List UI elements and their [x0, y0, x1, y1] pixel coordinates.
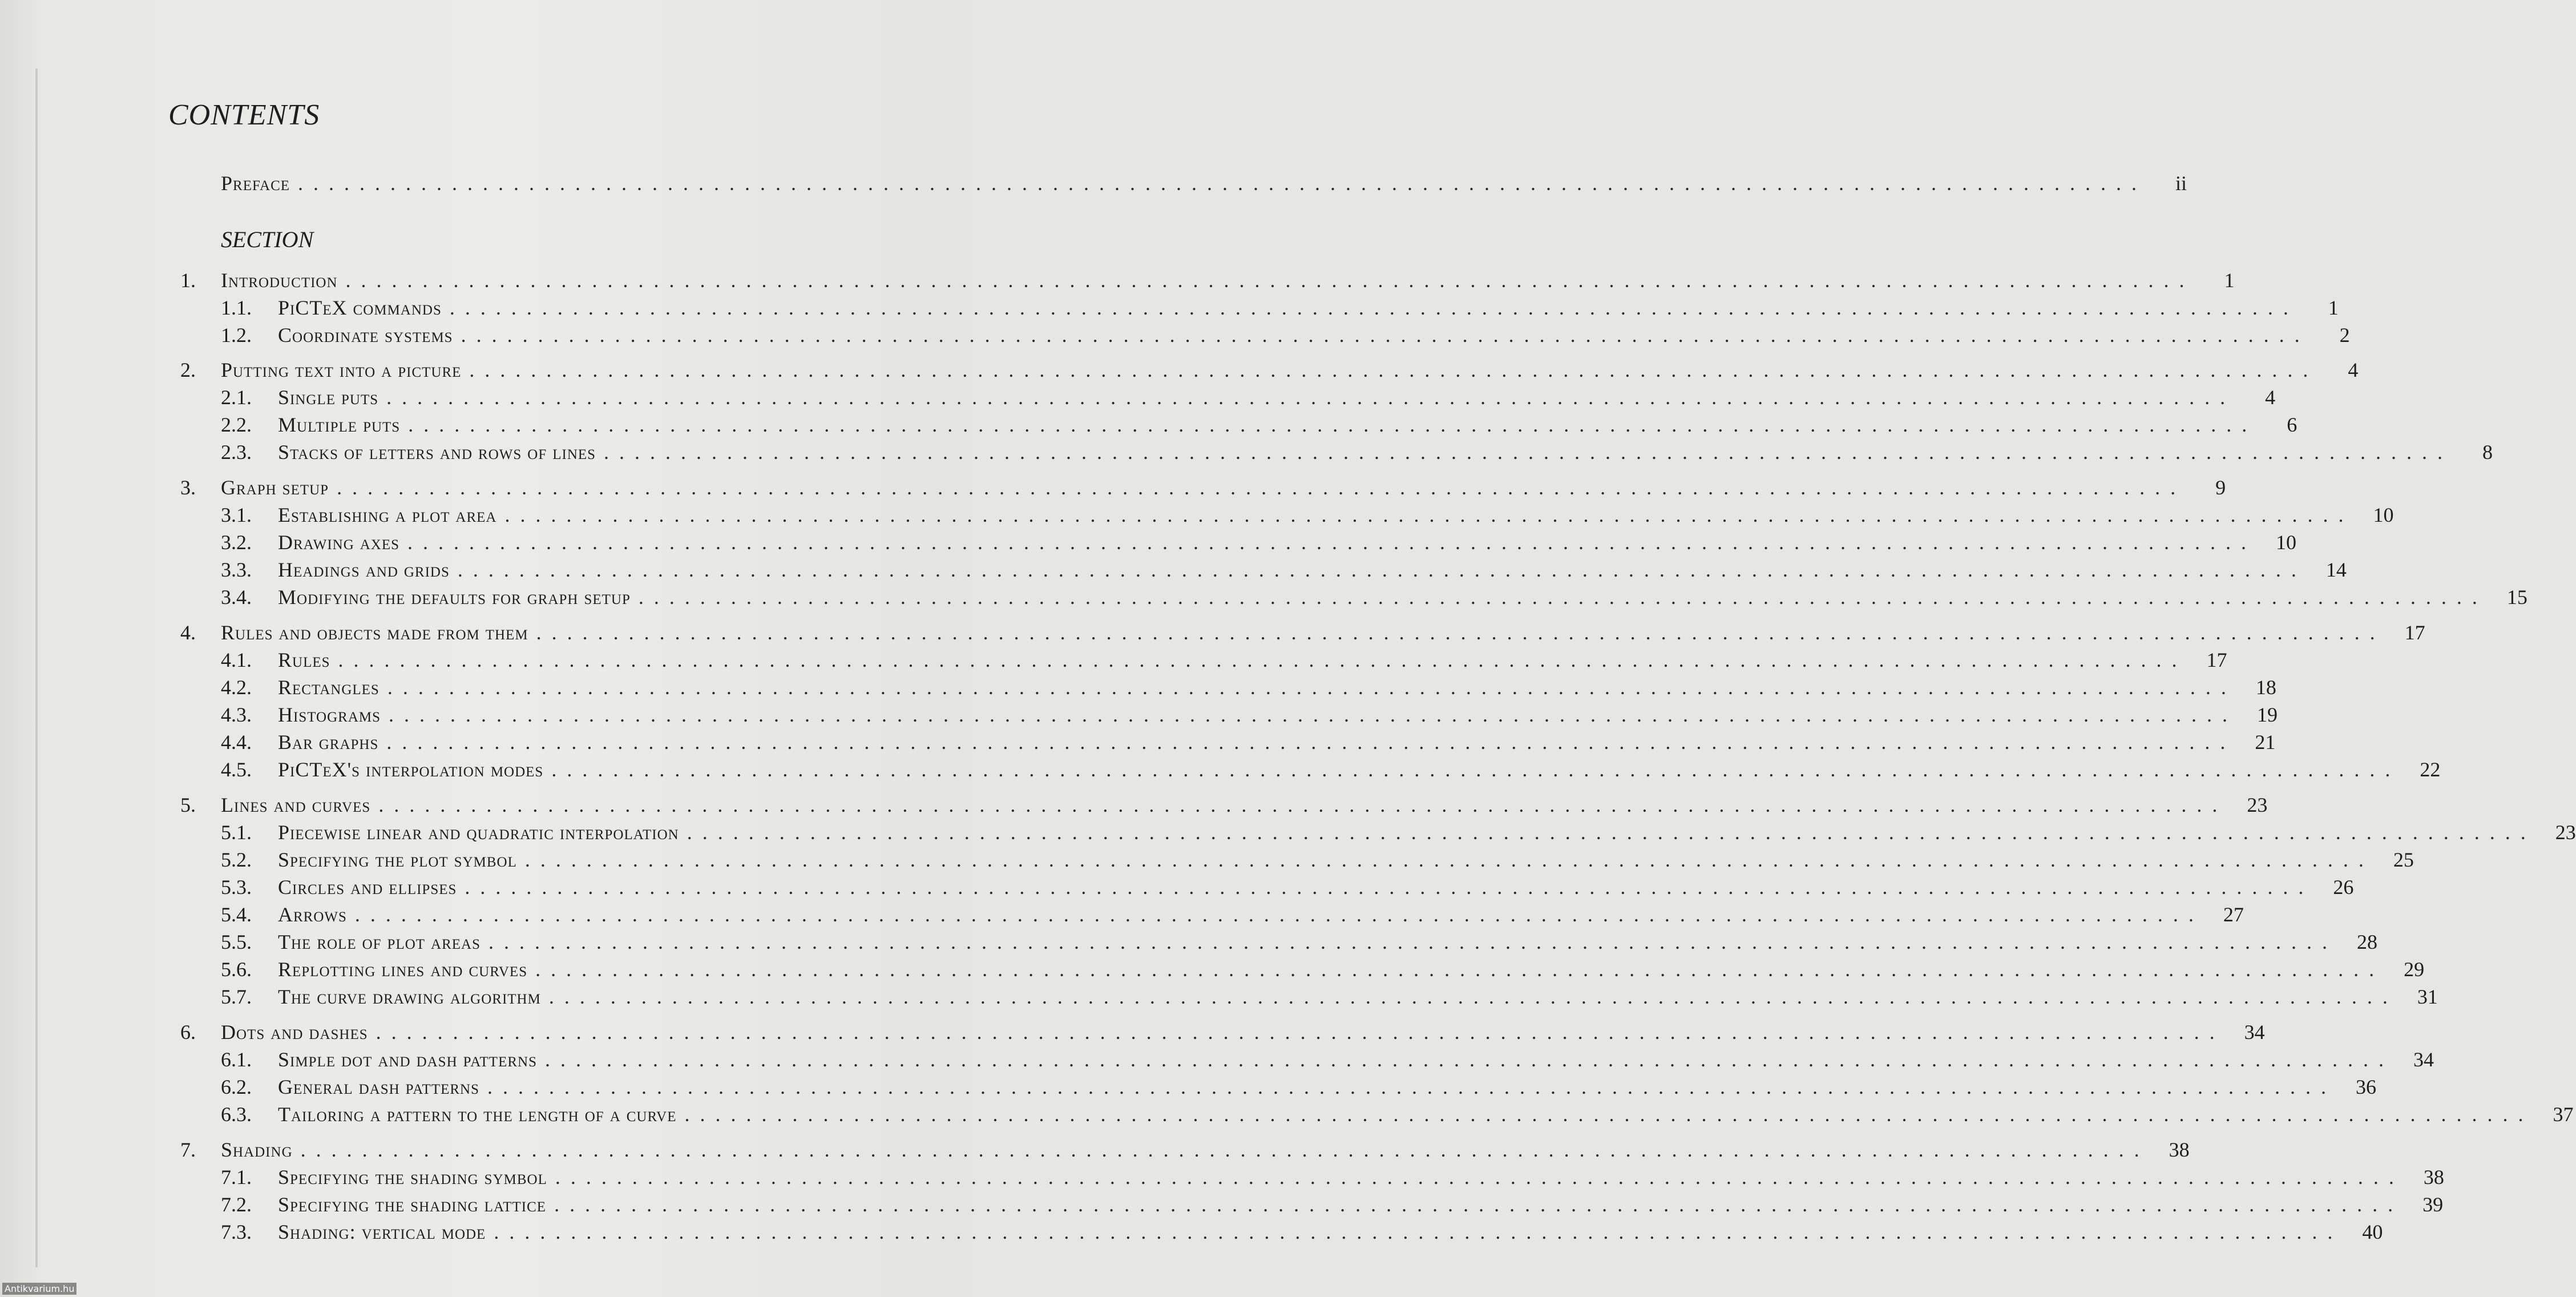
toc-entry-number: 5.1.	[221, 821, 252, 844]
toc-entry	[0, 875, 2354, 903]
dot-leader: ........................................................................................................................	[338, 648, 2187, 671]
toc-entry-number: 6.3.	[221, 1103, 252, 1126]
dot-leader: ........................................................................................................................	[684, 1103, 2534, 1126]
toc-entry-title-line	[278, 1193, 2444, 1217]
dot-leader: ........................................................................................................................	[389, 703, 2238, 726]
toc-entry-page: 26	[2333, 876, 2354, 899]
toc-entry-page: 9	[2215, 476, 2226, 499]
dot-leader: ........................................................................................................................	[488, 931, 2338, 953]
toc-entry	[0, 957, 2425, 985]
toc-entry-title-line	[278, 1075, 2376, 1099]
toc-entry-title-line	[278, 323, 2350, 347]
toc-entry-title-line	[221, 1020, 2265, 1044]
toc-entry-number: 2.2.	[221, 413, 252, 436]
preface-title-line	[221, 171, 2187, 195]
toc-entry-page: 36	[2356, 1076, 2376, 1098]
toc-entry-page: 39	[2422, 1193, 2444, 1216]
toc-entry-number: 6.2.	[221, 1076, 252, 1098]
dot-leader: ........................................................................................................................	[376, 1021, 2225, 1044]
watermark: Antikvarium.hu	[2, 1283, 76, 1295]
toc-entry-page: 25	[2393, 848, 2414, 871]
toc-entry-number: 5.6.	[221, 958, 252, 981]
toc-entry-number: 5.3.	[221, 876, 252, 899]
dot-leader: ........................................................................................................................	[551, 758, 2401, 781]
toc-entry-page: 17	[2206, 648, 2227, 671]
toc-entry-page: 29	[2404, 958, 2425, 981]
preface-row	[0, 171, 2187, 199]
dot-leader: ........................................................................................................................	[524, 848, 2374, 871]
toc-entry-title-line	[278, 385, 2276, 409]
toc-entry-page: 23	[2555, 821, 2576, 844]
dot-leader: ........................................................................................................................	[469, 359, 2319, 381]
toc-entry-title: Lines and curves	[221, 793, 371, 816]
toc-entry-title-line	[278, 648, 2227, 672]
toc-entry-page: 40	[2362, 1221, 2383, 1243]
toc-entry-number: 3.1.	[221, 504, 252, 526]
dot-leader: ........................................................................................................................	[548, 985, 2398, 1008]
toc-entry-title: Modifying the defaults for graph setup	[278, 586, 631, 609]
dot-leader: ........................................................................................................................	[337, 476, 2186, 499]
toc-entry	[0, 413, 2298, 440]
toc-entry-title-line	[278, 703, 2278, 727]
toc-entry-title: Bar graphs	[278, 731, 379, 754]
toc-entry-title-line	[278, 585, 2527, 609]
toc-entry-number: 3.	[180, 476, 196, 499]
toc-entry-title-line	[278, 875, 2354, 899]
dot-leader: ........................................................................................................................	[604, 441, 2453, 464]
dot-leader: ........................................................................................................................	[449, 296, 2299, 319]
toc-entry	[0, 476, 2226, 503]
dot-leader: ........................................................................................................................	[555, 1166, 2404, 1189]
toc-entry-title: Arrows	[278, 903, 347, 926]
toc-entry-page: 10	[2276, 531, 2297, 554]
toc-entry-title: Rules	[278, 648, 330, 671]
toc-entry	[0, 585, 2527, 613]
toc-entry	[0, 358, 2359, 385]
toc-entry-number: 1.2.	[221, 324, 252, 347]
toc-entry-title: Rectangles	[278, 676, 379, 699]
toc-entry-number: 1.1.	[221, 296, 252, 319]
toc-entry-title: The curve drawing algorithm	[278, 985, 541, 1008]
toc-entry-page: 23	[2247, 793, 2268, 816]
toc-entry-number: 7.3.	[221, 1221, 252, 1243]
dot-leader: ........................................................................................................................	[354, 903, 2204, 926]
toc-entry-title: Shading: vertical mode	[278, 1221, 486, 1243]
toc-entry-number: 4.2.	[221, 676, 252, 699]
toc-entry-title: PiCTeX commands	[278, 296, 442, 319]
dot-leader: ........................................................................................................................	[494, 1221, 2343, 1243]
toc-entry-title-line	[278, 820, 2576, 844]
dot-leader: ........................................................................................................................	[407, 531, 2257, 554]
toc-entry	[0, 323, 2350, 351]
toc-entry	[0, 675, 2276, 703]
dot-leader: ........................................................................................................................	[461, 324, 2310, 347]
toc-entry	[0, 848, 2414, 875]
toc-entry-page: 22	[2420, 758, 2441, 781]
toc-entry-number: 3.2.	[221, 531, 252, 554]
dot-leader: ........................................................................................................................	[465, 876, 2314, 899]
toc-entry	[0, 385, 2276, 413]
toc-entry-title: The role of plot areas	[278, 931, 481, 953]
toc-entry-page: 34	[2413, 1048, 2434, 1071]
toc-entry-title-line	[278, 296, 2339, 320]
toc-entry-title: Shading	[221, 1138, 293, 1161]
toc-entry-number: 2.	[180, 359, 196, 381]
toc-entry	[0, 793, 2268, 820]
toc-entry-title: Specifying the shading symbol	[278, 1166, 547, 1189]
toc-entry-number: 7.	[180, 1138, 196, 1161]
toc-entry-title-line	[278, 1165, 2444, 1189]
toc-entry	[0, 1193, 2444, 1220]
dot-leader: ........................................................................................................................	[298, 172, 2147, 195]
toc-entry-number: 4.4.	[221, 731, 252, 754]
toc-entry-page: 28	[2357, 931, 2378, 953]
toc-entry-page: 4	[2265, 386, 2276, 409]
toc-entry-title: Specifying the plot symbol	[278, 848, 517, 871]
dot-leader: ........................................................................................................................	[457, 558, 2307, 581]
toc-entry	[0, 820, 2576, 848]
toc-entry-number: 4.3.	[221, 703, 252, 726]
section-heading: SECTION	[221, 227, 314, 252]
toc-entry-number: 5.4.	[221, 903, 252, 926]
dot-leader: ........................................................................................................................	[687, 821, 2536, 844]
toc-entry-title: Graph setup	[221, 476, 329, 499]
toc-entry-title: Coordinate systems	[278, 324, 453, 347]
dot-leader: ........................................................................................................................	[345, 269, 2195, 292]
dot-leader: ........................................................................................................................	[386, 731, 2236, 754]
toc-entry-title-line	[278, 1102, 2574, 1126]
toc-entry-title-line	[278, 675, 2276, 699]
toc-entry-number: 7.1.	[221, 1166, 252, 1189]
toc-entry-page: 2	[2339, 324, 2350, 347]
toc-entry-title-line	[278, 530, 2297, 554]
toc-entry-page: 27	[2223, 903, 2244, 926]
toc-entry-title: Rules and objects made from them	[221, 621, 528, 644]
toc-entry-title: Single puts	[278, 386, 379, 409]
toc-entry-number: 7.2.	[221, 1193, 252, 1216]
toc-entry-number: 5.2.	[221, 848, 252, 871]
toc-entry-number: 1.	[180, 269, 196, 292]
toc-entry-number: 3.4.	[221, 586, 252, 609]
toc-entry-title-line	[278, 730, 2276, 754]
toc-entry	[0, 1048, 2434, 1075]
dot-leader: ........................................................................................................................	[638, 586, 2488, 609]
toc-entry	[0, 1165, 2444, 1193]
dot-leader: ........................................................................................................................	[300, 1138, 2150, 1161]
toc-entry-page: 14	[2325, 558, 2347, 581]
toc-entry-number: 6.	[180, 1021, 196, 1044]
toc-entry-title-line	[278, 985, 2438, 1009]
dot-leader: ........................................................................................................................	[504, 504, 2354, 526]
toc-entry	[0, 530, 2297, 558]
toc-entry-number: 3.3.	[221, 558, 252, 581]
dot-leader: ........................................................................................................................	[536, 621, 2385, 644]
toc-entry-page: 31	[2417, 985, 2438, 1008]
toc-entry-title: Specifying the shading lattice	[278, 1193, 547, 1216]
toc-entry	[0, 1102, 2574, 1130]
toc-entry-number: 5.5.	[221, 931, 252, 953]
toc-entry-title-line	[278, 758, 2441, 782]
preface-title: Preface	[221, 172, 290, 195]
toc-entry	[0, 758, 2441, 785]
toc-entry-page: 4	[2348, 359, 2359, 381]
dot-leader: ........................................................................................................................	[378, 793, 2228, 816]
toc-entry-number: 6.1.	[221, 1048, 252, 1071]
dot-leader: ........................................................................................................................	[387, 676, 2236, 699]
dot-leader: ........................................................................................................................	[487, 1076, 2336, 1098]
toc-entry-number: 4.1.	[221, 648, 252, 671]
toc-entry-title-line	[221, 621, 2425, 645]
toc-entry-title: Drawing axes	[278, 531, 400, 554]
toc-entry-title-line	[221, 793, 2268, 817]
toc-entry-title-line	[278, 930, 2378, 954]
toc-entry-title-line	[278, 1220, 2383, 1244]
toc-entry-title: Histograms	[278, 703, 381, 726]
toc-entry-title: Establishing a plot area	[278, 504, 497, 526]
toc-entry-page: 17	[2404, 621, 2425, 644]
toc-entry-page: 38	[2169, 1138, 2190, 1161]
dot-leader: ........................................................................................................................	[535, 958, 2385, 981]
toc-entry	[0, 903, 2244, 930]
toc-entry-title-line	[278, 1048, 2434, 1072]
toc-entry-page: 19	[2257, 703, 2278, 726]
toc-entry	[0, 440, 2493, 468]
toc-entry-title-line	[278, 957, 2425, 981]
dot-leader: ........................................................................................................................	[408, 413, 2258, 436]
toc-entry-title: Dots and dashes	[221, 1021, 368, 1044]
toc-entry-title-line	[221, 476, 2226, 500]
toc-entry	[0, 1075, 2376, 1102]
toc-entry-title-line	[278, 848, 2414, 872]
toc-entry-title: Headings and grids	[278, 558, 450, 581]
toc-entry-page: 37	[2553, 1103, 2574, 1126]
toc-entry-number: 5.7.	[221, 985, 252, 1008]
toc-entry-page: 10	[2373, 504, 2394, 526]
toc-entry-number: 5.	[180, 793, 196, 816]
toc-entry-title-line	[221, 1138, 2190, 1162]
toc-entry-title: Putting text into a picture	[221, 359, 462, 381]
toc-entry	[0, 1138, 2190, 1165]
toc-entry-page: 38	[2423, 1166, 2444, 1189]
toc-entry-title: PiCTeX's interpolation modes	[278, 758, 544, 781]
toc-entry	[0, 1220, 2383, 1247]
toc-entry-page: 34	[2244, 1021, 2265, 1044]
toc-entry	[0, 648, 2227, 675]
toc-entry-page: 1	[2224, 269, 2235, 292]
toc-entry-title-line	[221, 268, 2235, 292]
toc-entry-page: 6	[2287, 413, 2298, 436]
toc-entry-title: Piecewise linear and quadratic interpolation	[278, 821, 679, 844]
toc-entry-title: Tailoring a pattern to the length of a curve	[278, 1103, 677, 1126]
toc-entry	[0, 730, 2276, 758]
toc-entry-page: 18	[2255, 676, 2276, 699]
toc-entry-title: Simple dot and dash patterns	[278, 1048, 537, 1071]
toc-entry-title: Replotting lines and curves	[278, 958, 528, 981]
toc-entry-title-line	[278, 413, 2298, 437]
toc-entry-number: 2.1.	[221, 386, 252, 409]
toc-entry-title: General dash patterns	[278, 1076, 479, 1098]
toc-entry-number: 4.	[180, 621, 196, 644]
dot-leader: ........................................................................................................................	[386, 386, 2236, 409]
toc-entry-number: 2.3.	[221, 441, 252, 464]
toc-entry	[0, 703, 2278, 730]
toc-entry	[0, 930, 2378, 957]
toc-entry-title: Introduction	[221, 269, 338, 292]
toc-entry-title: Multiple puts	[278, 413, 401, 436]
toc-entry-page: 8	[2482, 441, 2493, 464]
toc-entry	[0, 558, 2347, 585]
toc-entry	[0, 296, 2339, 323]
toc-entry-title-line	[221, 358, 2359, 382]
toc-entry-title-line	[278, 440, 2493, 464]
toc-entry-title-line	[278, 503, 2394, 527]
toc-entry	[0, 621, 2425, 648]
dot-leader: ........................................................................................................................	[544, 1048, 2394, 1071]
dot-leader: ........................................................................................................................	[554, 1193, 2404, 1216]
toc-entry-number: 4.5.	[221, 758, 252, 781]
preface-page: ii	[2175, 172, 2187, 195]
toc-entry-title-line	[278, 558, 2347, 582]
toc-entry	[0, 503, 2394, 530]
toc-entry	[0, 1020, 2265, 1048]
toc-entry-page: 15	[2506, 586, 2527, 609]
toc-entry-title-line	[278, 903, 2244, 927]
toc-entry-page: 1	[2328, 296, 2339, 319]
toc-entry	[0, 985, 2438, 1012]
toc-entry-title: Stacks of letters and rows of lines	[278, 441, 596, 464]
contents-title: CONTENTS	[168, 99, 320, 131]
toc-entry	[0, 268, 2235, 296]
toc-entry-title: Circles and ellipses	[278, 876, 457, 899]
toc-entry-page: 21	[2255, 731, 2276, 754]
